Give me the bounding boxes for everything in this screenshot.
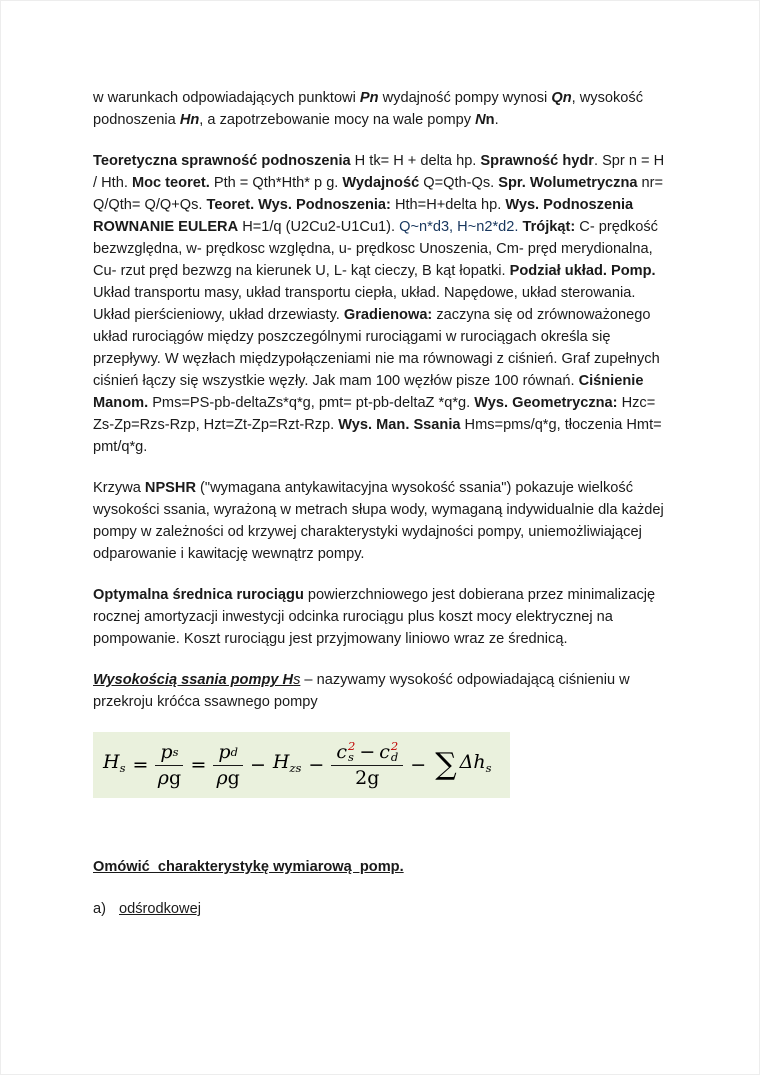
text-run: C- prędkość bezwzględna, w- prędkosc względna, u- prędkosc Unoszenia, Cm- pręd merydionalna, Cu- rzut pręd bezwzg na kierunek U, L- kąt cieczy, B kąt łopatki.	[93, 219, 658, 279]
text-run: Trójkąt:	[522, 219, 576, 235]
text-run: w warunkach odpowiadających punktowi	[93, 90, 360, 106]
text-run: Hzc= Zs-Zp=Rzs-Rzp, Hzt=Zt-Zp=Rzt-Rzp.	[93, 395, 656, 433]
text-run: Q~n*d3, H~n2*d2.	[399, 219, 519, 235]
document-content	[93, 87, 671, 920]
list-marker: a)	[93, 901, 106, 917]
paragraph-pipe-diameter	[93, 584, 671, 650]
formula-block	[93, 732, 671, 798]
text-run: Q=Qth-Qs.	[419, 175, 499, 191]
text-run: – nazywamy wysokość odpowiadającą ciśnieniu w przekroju króćca ssawnego pompy	[93, 672, 630, 710]
text-run: Qn	[551, 90, 572, 106]
text-run: Krzywa	[93, 480, 145, 496]
paragraph-definitions	[93, 150, 671, 458]
paragraph-npshr	[93, 477, 671, 565]
text-run: wydajność pompy wynosi	[378, 90, 552, 106]
sigma-symbol: ∑	[435, 747, 457, 782]
formula-lhs: $H_s$	[103, 751, 126, 775]
text-run: Gradienowa:	[343, 307, 433, 323]
text-run: powierzchniowego jest dobierana przez minimalizację rocznej amortyzacji inwestycji odcinka rurociągu plus koszt mocy elektrycznej na pompowanie. Koszt rurociągu jest przyjmowany liniowo wraz ze średnicą.	[93, 587, 656, 647]
text-run: Teoret. Wys. Podnoszenia:	[206, 197, 391, 213]
text-run: Podział układ. Pomp.	[509, 263, 656, 279]
paragraph-intro	[93, 87, 671, 131]
text-run: Wys. Podnoszenia ROWNANIE EULERA	[93, 197, 634, 235]
text-run: , wysokość podnoszenia	[93, 90, 643, 128]
minus-sign: −	[249, 754, 266, 776]
text-run: s	[293, 672, 301, 688]
text-run: .	[494, 112, 499, 128]
text-run: n	[485, 112, 495, 128]
list-item-label: odśrodkowej	[119, 901, 201, 917]
text-run: Ciśnienie Manom.	[93, 373, 644, 411]
minus-sign: −	[410, 754, 427, 776]
text-run: . Spr n = H / Hth.	[93, 153, 665, 191]
minus-sign: −	[308, 754, 325, 776]
paragraph-suction-height	[93, 669, 671, 713]
text-run: Moc teoret.	[131, 175, 210, 191]
term-cs-squared: c 2 s	[336, 739, 356, 764]
fraction-velocity: c 2 s − c 2 d 2g	[331, 741, 403, 789]
text-run: Hn	[179, 112, 200, 128]
term-delta-hs: $\Delta h_s$	[459, 751, 492, 775]
text-run: H tk= H + delta hp.	[350, 153, 481, 169]
text-run: Wys. Man. Ssania	[338, 417, 461, 433]
text-run: Pn	[359, 90, 379, 106]
text-run: NPSHR	[144, 480, 196, 496]
text-run: Optymalna średnica rurociągu	[93, 587, 304, 603]
text-run: Hth=H+delta hp.	[390, 197, 506, 213]
text-run: Układ transportu masy, układ transportu ciepła, układ. Napędowe, układ sterowania. Układ pierścieniowy, układ drzewiasty.	[93, 285, 636, 323]
text-run: N	[475, 112, 486, 128]
text-run: ("wymagana antykawitacyjna wysokość ssania") pokazuje wielkość wysokości ssania, wyrażoną w metrach słupa wody, wymaganą indywidualnie dla każdej pompy w zależności od krzywej charakterystyki wydajności pompy, uniemożliwiającej odparowanie i kawitację wewnątrz pompy.	[93, 480, 664, 562]
formula-hzs: $H_{zs}$	[272, 751, 302, 775]
text-run: Wysokością ssania pompy H	[93, 672, 294, 688]
text-run: Sprawność hydr	[480, 153, 594, 169]
text-run: Pth = Qth*Hth* p g.	[209, 175, 343, 191]
text-run: Wydajność	[342, 175, 420, 191]
minus-sign: −	[359, 741, 376, 763]
text-run: zaczyna się od zrównoważonego układ rurociągów między poszczególnymi rurociągami w rurociągach określa się przepływy. W węzłach międzypołączeniami nie ma równowagi z ciśnień. Graf zupełnych ciśnień łączy się wszystkie węzły. Jak mam 100 węzłów pisze 100 równań.	[93, 307, 660, 389]
section-heading: Omówić charakterystykę wymiarową pomp.	[93, 859, 404, 875]
text-run: Hms=pms/q*g, tłoczenia Hmt= pmt/q*g.	[93, 417, 662, 455]
text-run: Wys. Geometryczna:	[474, 395, 618, 411]
text-run: Spr. Wolumetryczna	[498, 175, 638, 191]
fraction-pd-rhog: p d ρg	[213, 741, 243, 789]
text-run: Teoretyczna sprawność podnoszenia	[93, 153, 351, 169]
text-run: nr= Q/Qth= Q/Q+Qs.	[93, 175, 664, 213]
suction-height-formula	[93, 732, 510, 798]
text-run: H=1/q (U2Cu2-U1Cu1).	[238, 219, 400, 235]
text-run: , a zapotrzebowanie mocy na wale pompy	[199, 112, 476, 128]
fraction-ps-rhog: p s ρg	[155, 741, 183, 789]
text-run: Pms=PS-pb-deltaZs*q*g, pmt= pt-pb-deltaZ *q*g.	[148, 395, 475, 411]
equals-sign: =	[190, 754, 207, 776]
equals-sign: =	[132, 754, 149, 776]
list-item-a	[93, 898, 671, 920]
term-cd-squared: c 2 d	[379, 739, 399, 764]
